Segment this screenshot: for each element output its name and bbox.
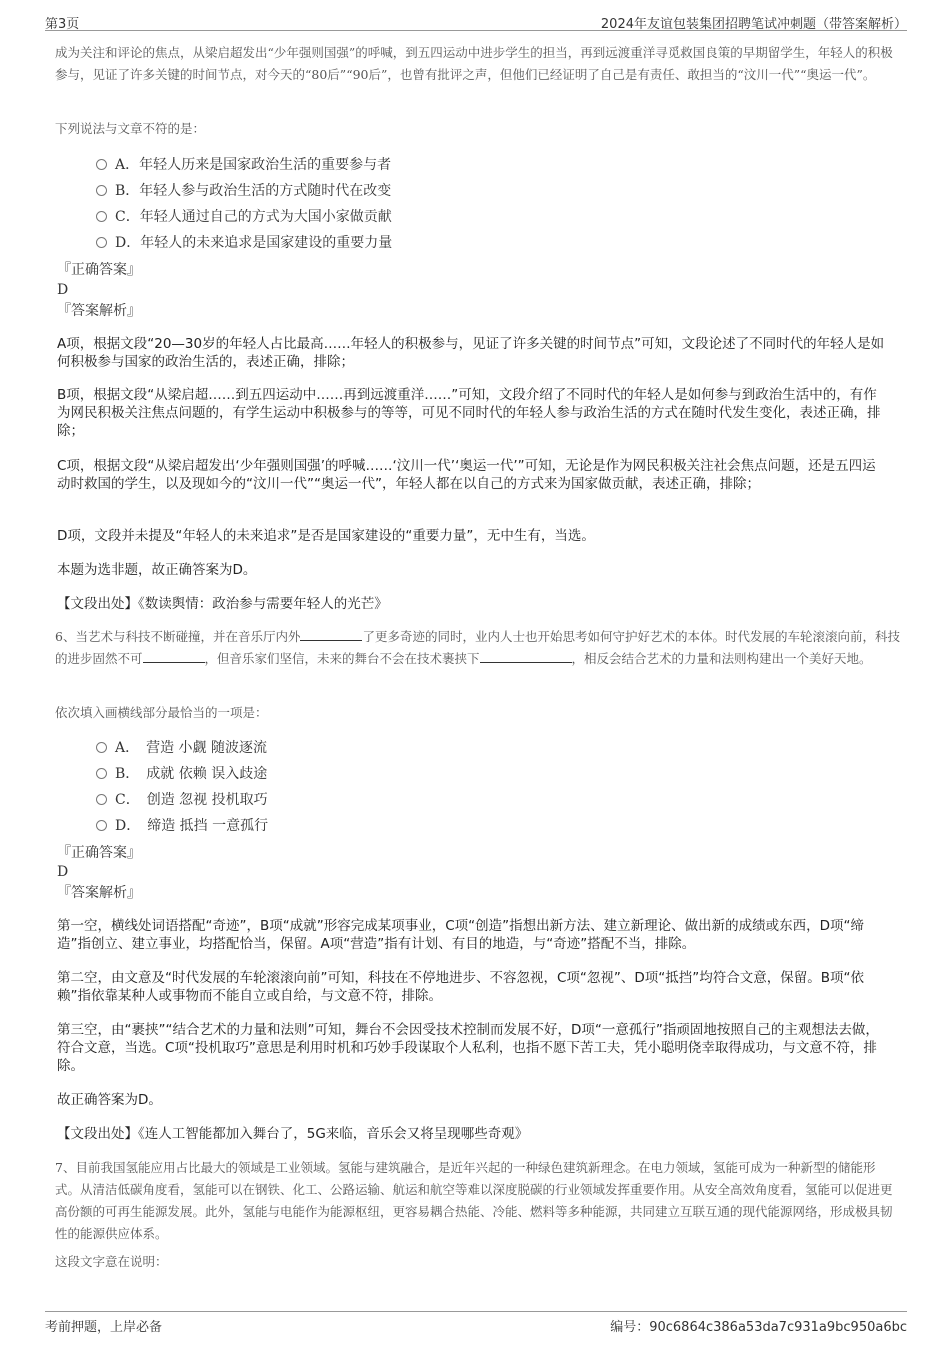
document-id: 编号：90c6864c386a53da7c931a9bc950a6bc bbox=[610, 1320, 907, 1335]
q5-analysis-c: C项，根据文段“从梁启超发出‘少年强则国强’的呼喊……‘汶川一代’‘奥运一代’”可知，无论是作为网民积极关注社会焦点问题，还是五四运动时救国的学生，以及现如今的“汶川一代”“奥运一代”，年轻人都在以自己的方式来为国家做贡献，表述正确，排除； bbox=[57, 458, 876, 492]
radio-icon[interactable] bbox=[96, 742, 107, 753]
footer-slogan: 考前押题，上岸必备 bbox=[45, 1320, 163, 1335]
q5-passage: 成为关注和评论的焦点，从梁启超发出“少年强则国强”的呼喊，到五四运动中进步学生的担当，再到远渡重洋寻觅救国良策的早期留学生，年轻人的积极参与，见证了许多关键的时间节点，对今天的“80后”“90后”，也曾有批评之声，但他们已经证明了自己是有责任、敢担当的“汶川一代”“奥运一代”。 bbox=[55, 45, 893, 82]
q6-option-c[interactable]: C． 创造 忽视 投机取巧 bbox=[96, 790, 268, 810]
document-title: 2024年友谊包装集团招聘笔试冲刺题（带答案解析） bbox=[600, 17, 907, 32]
q5-option-c[interactable]: C．年轻人通过自己的方式为大国小家做贡献 bbox=[96, 207, 392, 227]
q5-analysis-a: A项，根据文段“20—30岁的年轻人占比最高……年轻人的积极参与，见证了许多关键的时间节点”可知，文段论述了不同时代的年轻人是如何积极参与国家的政治生活的，表述正确，排除； bbox=[57, 336, 885, 370]
q6-analysis-3: 第三空，由“裹挟”“结合艺术的力量和法则”可知，舞台不会因受技术控制而发展不好，D项“一意孤行”指顽固地按照自己的主观想法去做，符合文意，当选。C项“投机取巧”意思是利用时机和巧妙手段谋取个人私利，也指不愿下苦工夫，凭小聪明侥幸取得成功，与文意不符，排除。 bbox=[57, 1022, 879, 1074]
page-footer bbox=[45, 1311, 907, 1335]
q6-analysis-2: 第二空，由文意及“时代发展的车轮滚滚向前”可知，科技在不停地进步、不容忽视，C项“忽视”、D项“抵挡”均符合文意，保留。B项“依赖”指依靠某种人或事物而不能自立或自给，与文意不符，排除。 bbox=[57, 970, 865, 1004]
radio-icon[interactable] bbox=[96, 820, 107, 831]
page-number: 第3页 bbox=[45, 17, 80, 32]
blank-3 bbox=[480, 648, 572, 663]
q5-answer-label: 『正确答案』 bbox=[57, 262, 141, 278]
q6-passage: 6、当艺术与科技不断碰撞，并在音乐厅内外 了更多奇迹的同时，业内人士也开始思考如何守护好艺术的本体。时代发展的车轮滚滚向前，科技的进步固然不可 ，但音乐家们坚信，未来的舞台不会在技术裹挟下 ，相反会结合艺术的力量和法则构建出一个美好天地。 bbox=[55, 626, 900, 670]
q7-prompt: 这段文字意在说明： bbox=[55, 1254, 168, 1269]
q5-source: 【文段出处】《数读舆情：政治参与需要年轻人的光芒》 bbox=[57, 596, 388, 612]
q6-answer-label: 『正确答案』 bbox=[57, 845, 141, 861]
q5-option-d[interactable]: D．年轻人的未来追求是国家建设的重要力量 bbox=[96, 233, 392, 253]
q5-analysis-label: 『答案解析』 bbox=[57, 303, 141, 319]
q6-conclusion: 故正确答案为D。 bbox=[57, 1092, 162, 1108]
q6-option-a[interactable]: A． 营造 小觑 随波逐流 bbox=[96, 738, 267, 758]
radio-icon[interactable] bbox=[96, 159, 107, 170]
q6-option-d[interactable]: D． 缔造 抵挡 一意孤行 bbox=[96, 816, 268, 836]
q5-conclusion: 本题为选非题，故正确答案为D。 bbox=[57, 562, 257, 578]
blank-2 bbox=[143, 648, 205, 663]
q6-analysis-label: 『答案解析』 bbox=[57, 885, 141, 901]
q6-source: 【文段出处】《连人工智能都加入舞台了，5G来临，音乐会又将呈现哪些奇观》 bbox=[57, 1126, 529, 1142]
q6-analysis-1: 第一空，横线处词语搭配“奇迹”，B项“成就”形容完成某项事业，C项“创造”指想出新方法、建立新理论、做出新的成绩或东西，D项“缔造”指创立、建立事业，均搭配恰当，保留。A项“营造”指有计划、有目的地造，与“奇迹”搭配不当，排除。 bbox=[57, 918, 865, 952]
q5-analysis-d: D项，文段并未提及“年轻人的未来追求”是否是国家建设的“重要力量”，无中生有，当选。 bbox=[57, 528, 595, 544]
q5-option-a[interactable]: A．年轻人历来是国家政治生活的重要参与者 bbox=[96, 155, 391, 175]
q7-passage: 7、目前我国氢能应用占比最大的领域是工业领域。氢能与建筑融合，是近年兴起的一种绿色建筑新理念。在电力领域，氢能可成为一种新型的储能形式。从清洁低碳角度看，氢能可以在钢铁、化工、公路运输、航运和航空等难以深度脱碳的行业领域发挥重要作用。从安全高效角度看，氢能可以促进更高份额的可再生能源发展。此外，氢能与电能作为能源枢纽，更容易耦合热能、冷能、燃料等多种能源，共同建立互联互通的现代能源网络，形成极具韧性的能源供应体系。 bbox=[55, 1160, 893, 1241]
page-header bbox=[45, 0, 907, 31]
q6-option-b[interactable]: B． 成就 依赖 误入歧途 bbox=[96, 764, 267, 784]
radio-icon[interactable] bbox=[96, 185, 107, 196]
radio-icon[interactable] bbox=[96, 794, 107, 805]
radio-icon[interactable] bbox=[96, 237, 107, 248]
q5-analysis-b: B项，根据文段“从梁启超……到五四运动中……再到远渡重洋……”可知，文段介绍了不同时代的年轻人是如何参与到政治生活中的，有作为网民积极关注焦点问题的，有学生运动中积极参与的等等，可见不同时代的年轻人参与政治生活的方式在随时代发生变化，表述正确，排除； bbox=[57, 387, 881, 439]
q6-answer: D bbox=[57, 864, 69, 880]
q5-option-b[interactable]: B．年轻人参与政治生活的方式随时代在改变 bbox=[96, 181, 391, 201]
q6-prompt: 依次填入画横线部分最恰当的一项是： bbox=[55, 705, 268, 720]
radio-icon[interactable] bbox=[96, 211, 107, 222]
q5-prompt: 下列说法与文章不符的是： bbox=[55, 121, 206, 136]
q5-answer: D bbox=[57, 282, 69, 298]
radio-icon[interactable] bbox=[96, 768, 107, 779]
blank-1 bbox=[300, 626, 362, 641]
